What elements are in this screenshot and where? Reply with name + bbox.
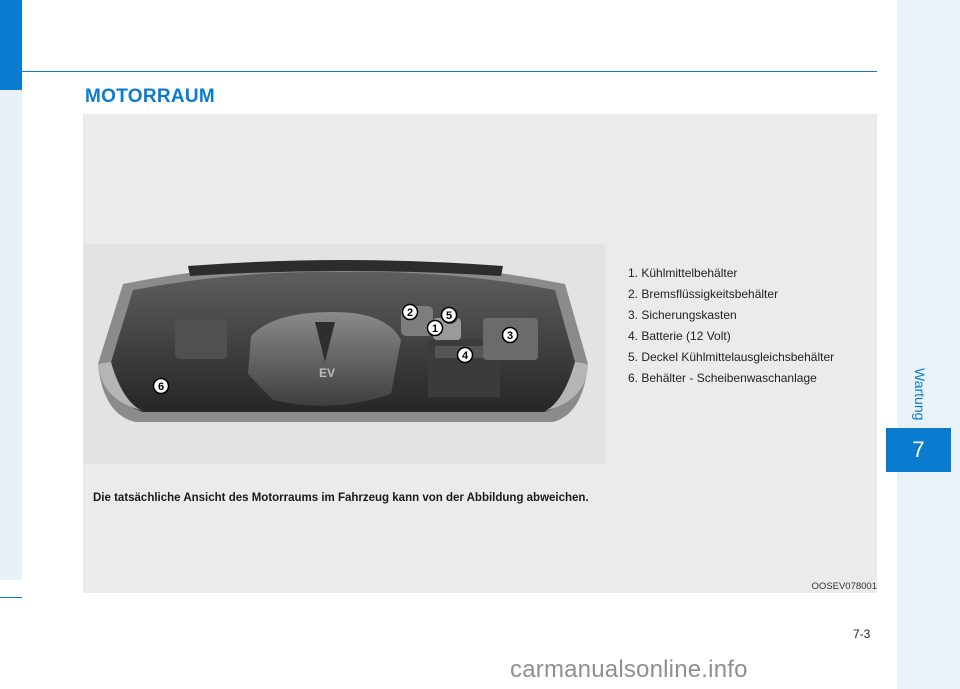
legend-item: 3. Sicherungskasten <box>628 308 737 322</box>
legend-item: 5. Deckel Kühlmittelausgleichsbehälter <box>628 350 835 364</box>
section-title: MOTORRAUM <box>85 86 216 107</box>
chapter-strip <box>897 0 960 689</box>
svg-text:6: 6 <box>157 381 165 393</box>
callout-4 <box>458 348 473 363</box>
figure-caption: Die tatsächliche Ansicht des Motorraums im Fahrzeug kann von der Abbildung abweichen. <box>93 492 589 504</box>
left-margin-line <box>0 597 22 598</box>
legend-item: 6. Behälter - Scheibenwaschanlage <box>628 371 817 385</box>
callout-3 <box>503 328 518 343</box>
legend-item: 4. Batterie (12 Volt) <box>628 329 731 343</box>
svg-text:1: 1 <box>431 323 439 335</box>
component-legend <box>628 263 834 389</box>
watermark: carmanualsonline.info <box>510 656 748 683</box>
engine-ev-lettering: EV <box>319 366 336 380</box>
svg-text:5: 5 <box>445 310 453 322</box>
legend-item: 1. Kühlmittelbehälter <box>628 266 738 280</box>
callout-1 <box>428 321 443 336</box>
legend-item: 2. Bremsflüssigkeitsbehälter <box>628 287 779 301</box>
washer-tank <box>175 319 227 359</box>
chapter-number-tab[interactable]: 7 <box>886 428 951 472</box>
callout-6 <box>154 379 169 394</box>
chapter-name: Wartung <box>912 368 928 421</box>
engine-compartment-figure <box>83 114 877 593</box>
engine-bay-illustration <box>83 244 605 464</box>
header-rule <box>22 71 877 72</box>
svg-text:3: 3 <box>506 330 514 342</box>
callout-5 <box>442 308 457 323</box>
figure-code: OOSEV078001 <box>811 581 877 592</box>
page-number: 7-3 <box>853 627 871 641</box>
svg-text:4: 4 <box>461 350 469 362</box>
callout-2 <box>403 305 418 320</box>
svg-text:2: 2 <box>406 307 414 319</box>
left-margin-tab <box>0 0 22 90</box>
